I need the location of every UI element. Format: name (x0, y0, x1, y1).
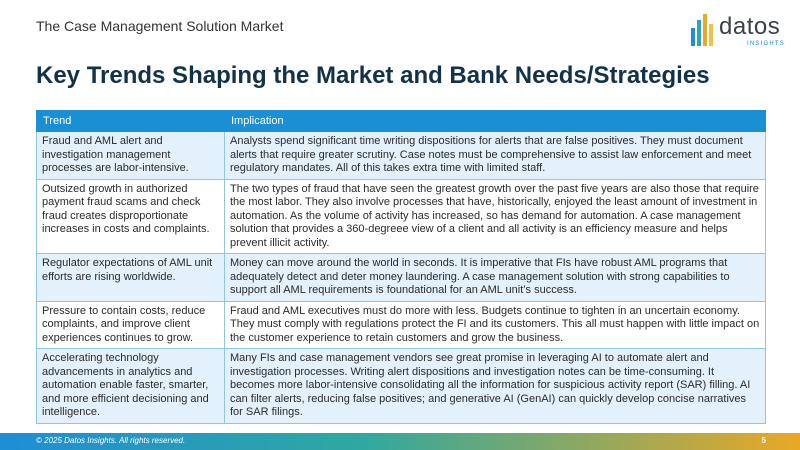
logo-subtext: INSIGHTS (747, 41, 785, 47)
trends-table (36, 110, 766, 424)
footer-bar (0, 433, 800, 450)
page-title: Key Trends Shaping the Market and Bank Needs/Strategies (36, 62, 710, 89)
trend-cell: Pressure to contain costs, reduce complaints, and improve client experiences continues to grow. (37, 301, 225, 349)
table-row (37, 301, 766, 349)
trend-cell: Regulator expectations of AML unit efforts are rising worldwide. (37, 254, 225, 302)
trend-cell: Accelerating technology advancements in analytics and automation enable faster, smarter, and more efficient decisioning and intelligence. (37, 349, 225, 424)
trend-cell: Fraud and AML alert and investigation management processes are labor-intensive. (37, 132, 225, 180)
implication-cell: Money can move around the world in seconds. It is imperative that FIs have robust AML programs that adequately detect and deter money laundering. A case management solution with strong capabilities to support all AML requirements is foundational for an AML unit’s success. (225, 254, 766, 302)
column-header-implication: Implication (225, 111, 766, 132)
footer-copyright: © 2025 Datos Insights. All rights reserved. (36, 436, 186, 445)
page-number: 5 (761, 436, 766, 445)
bar-chart-logo-icon (689, 12, 717, 48)
table-row (37, 254, 766, 302)
table-row (37, 349, 766, 424)
datos-logo (689, 10, 785, 50)
implication-cell: Analysts spend significant time writing dispositions for alerts that are false positives. They must document alerts that require greater scrutiny. Case notes must be comprehensive to assist law enforcement and meet regulatory mandates. All of this takes extra time with limited staff. (225, 132, 766, 180)
table-row (37, 132, 766, 180)
trend-cell: Outsized growth in authorized payment fraud scams and check fraud creates disproportionate increases in costs and complaints. (37, 179, 225, 254)
implication-cell: Fraud and AML executives must do more with less. Budgets continue to tighten in an uncertain economy. They must comply with regulations protect the FI and its customers. This all must happen with little impact on the customer experience to retain customers and grow the business. (225, 301, 766, 349)
implication-cell: The two types of fraud that have seen the greatest growth over the past five years are also those that require the most labor. They also involve processes that have, historically, enjoyed the least amount of investment in automation. As the volume of activity has increased, so has demand for automation. A case management solution that provides a 360-degreee view of a client and all activity is an efficiency measure and helps prevent illicit activity. (225, 179, 766, 254)
implication-cell: Many FIs and case management vendors see great promise in leveraging AI to automate alert and investigation processes. Writing alert dispositions and investigation notes can be time-consuming. It becomes more labor-intensive consolidating all the information for suspicious activity report (SAR) filling. AI can filter alerts, reducing false positives; and generative AI (GenAI) can quickly develop concise narratives for SAR filings. (225, 349, 766, 424)
table-header-row (37, 111, 766, 132)
logo-wordmark: datos (719, 13, 781, 40)
column-header-trend: Trend (37, 111, 225, 132)
table-row (37, 179, 766, 254)
header-title: The Case Management Solution Market (36, 18, 284, 34)
